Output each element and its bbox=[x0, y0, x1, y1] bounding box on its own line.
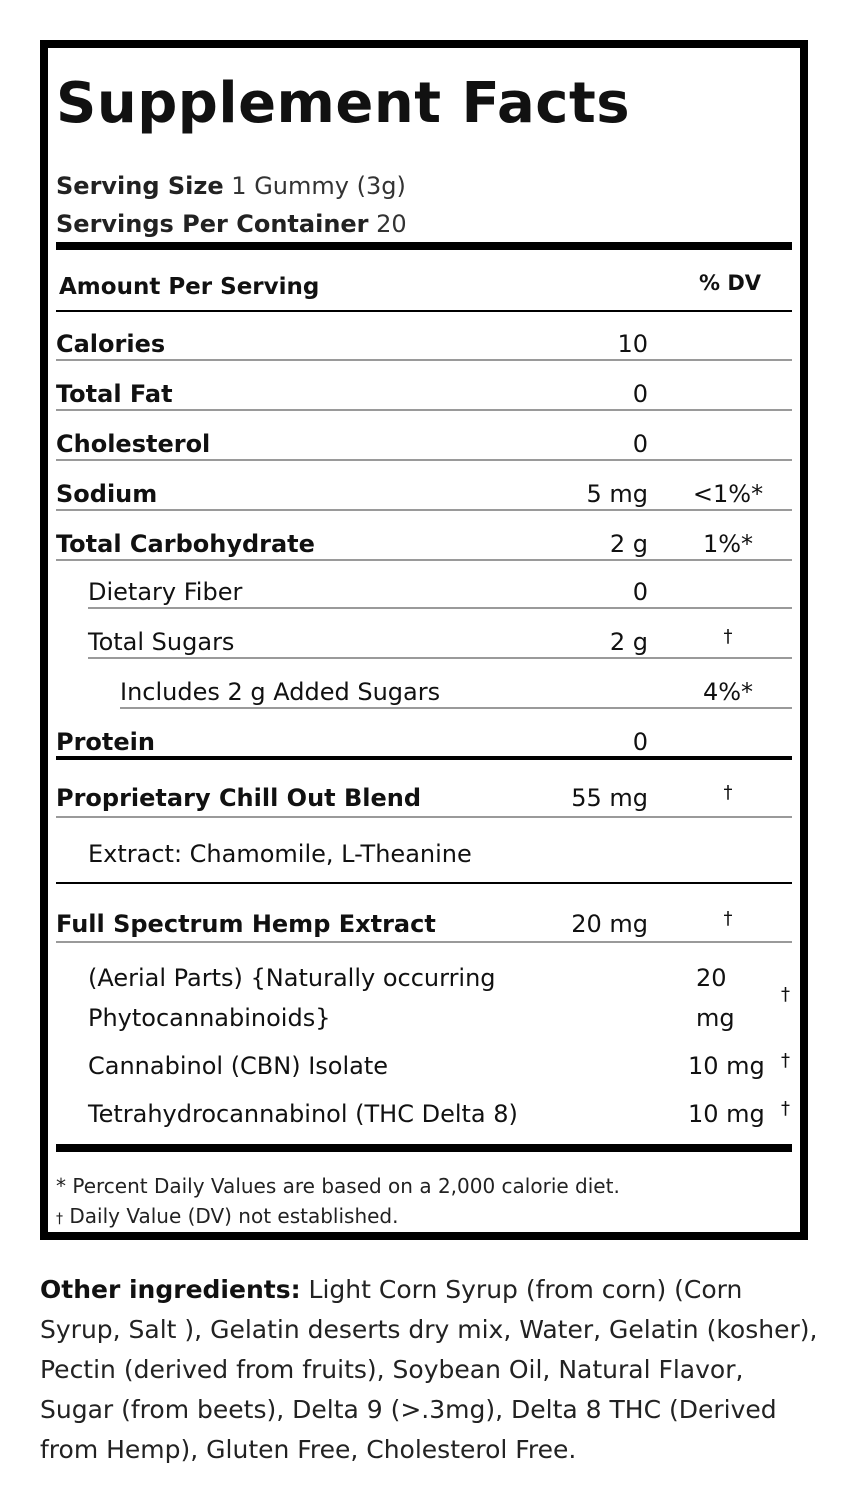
hemp-thc-amount: 10 mg bbox=[688, 1100, 765, 1128]
row-cholesterol-label: Cholesterol bbox=[56, 430, 211, 458]
row-added-sugars-dv: 4%* bbox=[702, 678, 754, 706]
supplement-facts-panel bbox=[40, 40, 808, 1240]
row-calories-amount: 10 bbox=[617, 330, 648, 358]
hemp-thc-label: Tetrahydrocannabinol (THC Delta 8) bbox=[88, 1100, 518, 1128]
row-total-sugars-dv: † bbox=[723, 626, 733, 647]
row-divider bbox=[56, 359, 792, 361]
row-total-fat-label: Total Fat bbox=[56, 380, 173, 408]
servings-per-container bbox=[56, 212, 407, 236]
row-divider bbox=[88, 607, 792, 609]
row-calories-label: Calories bbox=[56, 330, 166, 358]
blend-label: Proprietary Chill Out Blend bbox=[56, 784, 422, 812]
serving-size bbox=[56, 174, 406, 198]
servings-value: 20 bbox=[376, 210, 407, 238]
servings-label: Servings Per Container bbox=[56, 210, 369, 238]
row-divider bbox=[120, 707, 792, 709]
thick-divider bbox=[56, 242, 792, 250]
hemp-aerial-label-line2: Phytocannabinoids} bbox=[88, 1004, 331, 1032]
hemp-cbn-label: Cannabinol (CBN) Isolate bbox=[88, 1052, 389, 1080]
row-protein-amount: 0 bbox=[632, 728, 648, 756]
row-added-sugars-label: Includes 2 g Added Sugars bbox=[120, 678, 441, 706]
medium-divider bbox=[56, 756, 792, 760]
hemp-cbn-dv: † bbox=[781, 1050, 790, 1071]
row-dietary-fiber-amount: 0 bbox=[632, 578, 648, 606]
header-daily-value: % DV bbox=[699, 271, 762, 295]
footnote-dagger: † bbox=[56, 1211, 63, 1227]
row-total-sugars-label: Total Sugars bbox=[88, 628, 235, 656]
serving-size-value: 1 Gummy (3g) bbox=[231, 172, 406, 200]
other-ingredients-text: Light Corn Syrup (from corn) (Corn Syrup, Salt ), Gelatin deserts dry mix, Water, Gelatin (kosher), Pectin (derived from fruits), Soybean Oil, Natural Flavor, Sugar (from beets), Delta 9 (>.3mg), Delta 8 THC (Derived from Hemp), Gluten Free, Cholesterol Free. bbox=[40, 1275, 818, 1464]
header-amount-per-serving: Amount Per Serving bbox=[59, 274, 320, 300]
row-total-sugars-amount: 2 g bbox=[609, 628, 648, 656]
footnote-dv-not-established bbox=[56, 1206, 399, 1226]
row-divider bbox=[56, 941, 792, 943]
hemp-aerial-amount-line2: mg bbox=[696, 1004, 735, 1032]
row-sodium-label: Sodium bbox=[56, 480, 158, 508]
row-dietary-fiber-label: Dietary Fiber bbox=[88, 578, 243, 606]
row-total-carbohydrate-amount: 2 g bbox=[609, 530, 648, 558]
hemp-dv: † bbox=[723, 908, 733, 929]
row-total-carbohydrate-dv: 1%* bbox=[702, 530, 754, 558]
row-divider bbox=[56, 409, 792, 411]
hemp-cbn-amount: 10 mg bbox=[688, 1052, 765, 1080]
other-ingredients bbox=[40, 1270, 820, 1470]
hemp-aerial-dv: † bbox=[781, 984, 790, 1005]
hemp-label: Full Spectrum Hemp Extract bbox=[56, 910, 436, 938]
blend-dv: † bbox=[723, 782, 733, 803]
row-sodium-amount: 5 mg bbox=[586, 480, 648, 508]
row-sodium-dv: <1%* bbox=[692, 480, 764, 508]
hemp-aerial-label-line1: (Aerial Parts) {Naturally occurring bbox=[88, 964, 496, 992]
hemp-thc-dv: † bbox=[781, 1098, 790, 1119]
footnote-percent-dv: * Percent Daily Values are based on a 2,000 calorie diet. bbox=[56, 1174, 620, 1198]
row-protein-label: Protein bbox=[56, 728, 155, 756]
row-cholesterol-amount: 0 bbox=[632, 430, 648, 458]
section-divider bbox=[56, 882, 792, 884]
row-divider bbox=[88, 657, 792, 659]
hemp-amount: 20 mg bbox=[571, 910, 648, 938]
thick-divider bbox=[56, 1144, 792, 1152]
footnote-dv-text: Daily Value (DV) not established. bbox=[63, 1204, 399, 1228]
row-divider bbox=[56, 459, 792, 461]
blend-extract: Extract: Chamomile, L-Theanine bbox=[88, 840, 472, 868]
row-divider bbox=[56, 816, 792, 818]
header-divider bbox=[56, 310, 792, 312]
row-total-fat-amount: 0 bbox=[632, 380, 648, 408]
row-total-carbohydrate-label: Total Carbohydrate bbox=[56, 530, 315, 558]
blend-amount: 55 mg bbox=[571, 784, 648, 812]
row-divider bbox=[56, 559, 792, 561]
panel-title: Supplement Facts bbox=[56, 71, 631, 136]
other-ingredients-label: Other ingredients: bbox=[40, 1275, 301, 1304]
serving-size-label: Serving Size bbox=[56, 172, 224, 200]
hemp-aerial-amount-line1: 20 bbox=[696, 964, 727, 992]
row-divider bbox=[56, 509, 792, 511]
